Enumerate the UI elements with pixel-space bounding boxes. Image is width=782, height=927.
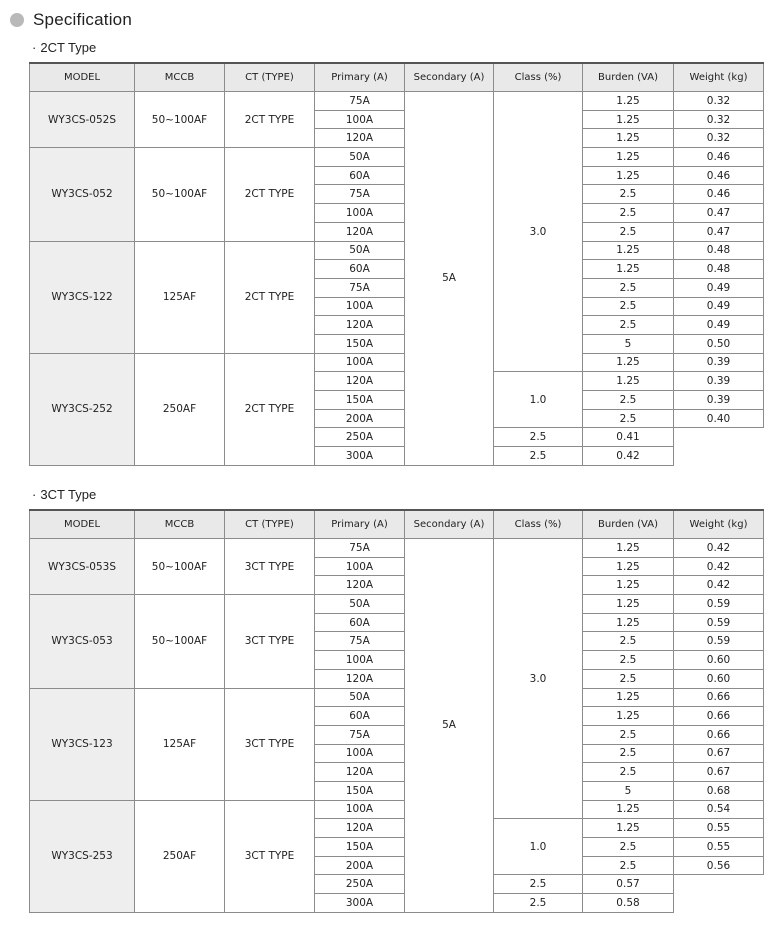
burden-cell: 2.5 (583, 316, 674, 335)
primary-cell: 50A (315, 595, 405, 614)
primary-cell: 200A (315, 856, 405, 875)
weight-cell: 0.58 (583, 894, 674, 913)
primary-cell: 250A (315, 428, 405, 447)
class-cell: 1.0 (494, 372, 583, 428)
primary-cell: 300A (315, 894, 405, 913)
spec-table-3ct (29, 509, 764, 913)
burden-cell: 2.5 (583, 632, 674, 651)
primary-cell: 150A (315, 391, 405, 410)
weight-cell: 0.56 (674, 856, 764, 875)
primary-cell: 100A (315, 557, 405, 576)
model-cell: WY3CS-122 (30, 241, 135, 353)
weight-cell: 0.50 (674, 334, 764, 353)
primary-cell: 100A (315, 110, 405, 129)
primary-cell: 120A (315, 669, 405, 688)
weight-cell: 0.59 (674, 632, 764, 651)
burden-cell: 1.25 (583, 353, 674, 372)
heading-bullet-icon (10, 13, 24, 27)
weight-cell: 0.59 (674, 613, 764, 632)
burden-cell: 1.25 (583, 819, 674, 838)
table-row (30, 688, 764, 707)
primary-cell: 100A (315, 744, 405, 763)
primary-cell: 60A (315, 707, 405, 726)
weight-cell: 0.68 (674, 781, 764, 800)
weight-cell: 0.55 (674, 838, 764, 857)
weight-cell: 0.67 (674, 744, 764, 763)
burden-cell: 1.25 (583, 241, 674, 260)
weight-cell: 0.32 (674, 129, 764, 148)
primary-cell: 100A (315, 204, 405, 223)
table-row (30, 595, 764, 614)
class-cell: 3.0 (494, 92, 583, 372)
table-header-row (30, 63, 764, 92)
column-header: Secondary (A) (405, 510, 494, 539)
burden-cell: 1.25 (583, 148, 674, 167)
weight-cell: 0.39 (674, 372, 764, 391)
primary-cell: 200A (315, 409, 405, 428)
spec-table-2ct (29, 62, 764, 466)
weight-cell: 0.54 (674, 800, 764, 819)
weight-cell: 0.55 (674, 819, 764, 838)
model-cell: WY3CS-253 (30, 800, 135, 912)
page-heading (10, 8, 132, 32)
primary-cell: 120A (315, 222, 405, 241)
burden-cell: 1.25 (583, 110, 674, 129)
weight-cell: 0.60 (674, 669, 764, 688)
table-header-row (30, 510, 764, 539)
mccb-cell: 50~100AF (135, 595, 225, 688)
burden-cell: 2.5 (583, 725, 674, 744)
burden-cell: 1.25 (583, 166, 674, 185)
class-cell: 3.0 (494, 539, 583, 819)
burden-cell: 1.25 (583, 800, 674, 819)
weight-cell: 0.41 (583, 428, 674, 447)
column-header: Weight (kg) (674, 510, 764, 539)
burden-cell: 5 (583, 334, 674, 353)
primary-cell: 60A (315, 260, 405, 279)
burden-cell: 1.25 (583, 539, 674, 558)
burden-cell: 5 (583, 781, 674, 800)
burden-cell: 2.5 (583, 278, 674, 297)
burden-cell: 2.5 (494, 894, 583, 913)
section-title-text: 3CT Type (40, 487, 97, 502)
mccb-cell: 50~100AF (135, 539, 225, 595)
column-header: Weight (kg) (674, 63, 764, 92)
primary-cell: 75A (315, 92, 405, 111)
secondary-cell: 5A (405, 539, 494, 913)
burden-cell: 1.25 (583, 260, 674, 279)
column-header: Burden (VA) (583, 63, 674, 92)
weight-cell: 0.47 (674, 204, 764, 223)
ct-type-cell: 3CT TYPE (225, 800, 315, 912)
weight-cell: 0.32 (674, 110, 764, 129)
burden-cell: 2.5 (583, 838, 674, 857)
table-row (30, 92, 764, 111)
section-bullet: · (32, 40, 37, 55)
table-row (30, 353, 764, 372)
burden-cell: 2.5 (494, 428, 583, 447)
primary-cell: 150A (315, 838, 405, 857)
primary-cell: 50A (315, 241, 405, 260)
weight-cell: 0.42 (674, 557, 764, 576)
weight-cell: 0.66 (674, 707, 764, 726)
ct-type-cell: 3CT TYPE (225, 539, 315, 595)
weight-cell: 0.42 (674, 576, 764, 595)
primary-cell: 300A (315, 447, 405, 466)
burden-cell: 2.5 (583, 185, 674, 204)
burden-cell: 2.5 (583, 651, 674, 670)
weight-cell: 0.67 (674, 763, 764, 782)
weight-cell: 0.48 (674, 241, 764, 260)
model-cell: WY3CS-053 (30, 595, 135, 688)
weight-cell: 0.32 (674, 92, 764, 111)
burden-cell: 2.5 (583, 222, 674, 241)
column-header: CT (TYPE) (225, 63, 315, 92)
mccb-cell: 250AF (135, 800, 225, 912)
primary-cell: 50A (315, 148, 405, 167)
primary-cell: 75A (315, 185, 405, 204)
burden-cell: 2.5 (583, 856, 674, 875)
column-header: CT (TYPE) (225, 510, 315, 539)
weight-cell: 0.49 (674, 278, 764, 297)
burden-cell: 1.25 (583, 576, 674, 595)
ct-type-cell: 2CT TYPE (225, 148, 315, 241)
burden-cell: 1.25 (583, 129, 674, 148)
burden-cell: 1.25 (583, 688, 674, 707)
model-cell: WY3CS-053S (30, 539, 135, 595)
burden-cell: 2.5 (494, 447, 583, 466)
burden-cell: 1.25 (583, 707, 674, 726)
weight-cell: 0.39 (674, 391, 764, 410)
column-header: Secondary (A) (405, 63, 494, 92)
column-header: Burden (VA) (583, 510, 674, 539)
weight-cell: 0.46 (674, 148, 764, 167)
burden-cell: 2.5 (494, 875, 583, 894)
primary-cell: 120A (315, 819, 405, 838)
page-title: Specification (33, 10, 132, 29)
mccb-cell: 50~100AF (135, 92, 225, 148)
primary-cell: 100A (315, 353, 405, 372)
primary-cell: 120A (315, 576, 405, 595)
class-cell: 1.0 (494, 819, 583, 875)
primary-cell: 75A (315, 278, 405, 297)
primary-cell: 120A (315, 129, 405, 148)
model-cell: WY3CS-252 (30, 353, 135, 465)
section-bullet: · (32, 487, 37, 502)
weight-cell: 0.47 (674, 222, 764, 241)
primary-cell: 60A (315, 613, 405, 632)
weight-cell: 0.60 (674, 651, 764, 670)
primary-cell: 150A (315, 781, 405, 800)
column-header: MCCB (135, 510, 225, 539)
ct-type-cell: 3CT TYPE (225, 688, 315, 800)
primary-cell: 50A (315, 688, 405, 707)
table-row (30, 241, 764, 260)
weight-cell: 0.57 (583, 875, 674, 894)
ct-type-cell: 2CT TYPE (225, 92, 315, 148)
primary-cell: 250A (315, 875, 405, 894)
column-header: Class (%) (494, 510, 583, 539)
table-row (30, 148, 764, 167)
weight-cell: 0.49 (674, 297, 764, 316)
burden-cell: 1.25 (583, 557, 674, 576)
primary-cell: 60A (315, 166, 405, 185)
weight-cell: 0.40 (674, 409, 764, 428)
column-header: Primary (A) (315, 63, 405, 92)
burden-cell: 1.25 (583, 595, 674, 614)
section-title-text: 2CT Type (40, 40, 97, 55)
weight-cell: 0.48 (674, 260, 764, 279)
weight-cell: 0.42 (583, 447, 674, 466)
primary-cell: 100A (315, 800, 405, 819)
burden-cell: 2.5 (583, 763, 674, 782)
burden-cell: 2.5 (583, 409, 674, 428)
primary-cell: 120A (315, 763, 405, 782)
section-title-2ct (32, 40, 96, 55)
primary-cell: 150A (315, 334, 405, 353)
mccb-cell: 125AF (135, 241, 225, 353)
burden-cell: 2.5 (583, 204, 674, 223)
model-cell: WY3CS-052S (30, 92, 135, 148)
column-header: MODEL (30, 63, 135, 92)
burden-cell: 1.25 (583, 92, 674, 111)
mccb-cell: 50~100AF (135, 148, 225, 241)
primary-cell: 100A (315, 651, 405, 670)
burden-cell: 2.5 (583, 391, 674, 410)
column-header: MCCB (135, 63, 225, 92)
burden-cell: 2.5 (583, 669, 674, 688)
primary-cell: 75A (315, 632, 405, 651)
weight-cell: 0.66 (674, 688, 764, 707)
primary-cell: 75A (315, 539, 405, 558)
section-title-3ct (32, 487, 96, 502)
column-header: MODEL (30, 510, 135, 539)
column-header: Class (%) (494, 63, 583, 92)
weight-cell: 0.39 (674, 353, 764, 372)
weight-cell: 0.42 (674, 539, 764, 558)
mccb-cell: 125AF (135, 688, 225, 800)
weight-cell: 0.46 (674, 185, 764, 204)
ct-type-cell: 2CT TYPE (225, 353, 315, 465)
weight-cell: 0.46 (674, 166, 764, 185)
burden-cell: 1.25 (583, 613, 674, 632)
ct-type-cell: 3CT TYPE (225, 595, 315, 688)
table-row (30, 539, 764, 558)
secondary-cell: 5A (405, 92, 494, 466)
burden-cell: 2.5 (583, 744, 674, 763)
primary-cell: 120A (315, 372, 405, 391)
primary-cell: 120A (315, 316, 405, 335)
primary-cell: 100A (315, 297, 405, 316)
primary-cell: 75A (315, 725, 405, 744)
model-cell: WY3CS-052 (30, 148, 135, 241)
weight-cell: 0.59 (674, 595, 764, 614)
weight-cell: 0.66 (674, 725, 764, 744)
burden-cell: 2.5 (583, 297, 674, 316)
model-cell: WY3CS-123 (30, 688, 135, 800)
column-header: Primary (A) (315, 510, 405, 539)
table-row (30, 800, 764, 819)
weight-cell: 0.49 (674, 316, 764, 335)
ct-type-cell: 2CT TYPE (225, 241, 315, 353)
mccb-cell: 250AF (135, 353, 225, 465)
burden-cell: 1.25 (583, 372, 674, 391)
